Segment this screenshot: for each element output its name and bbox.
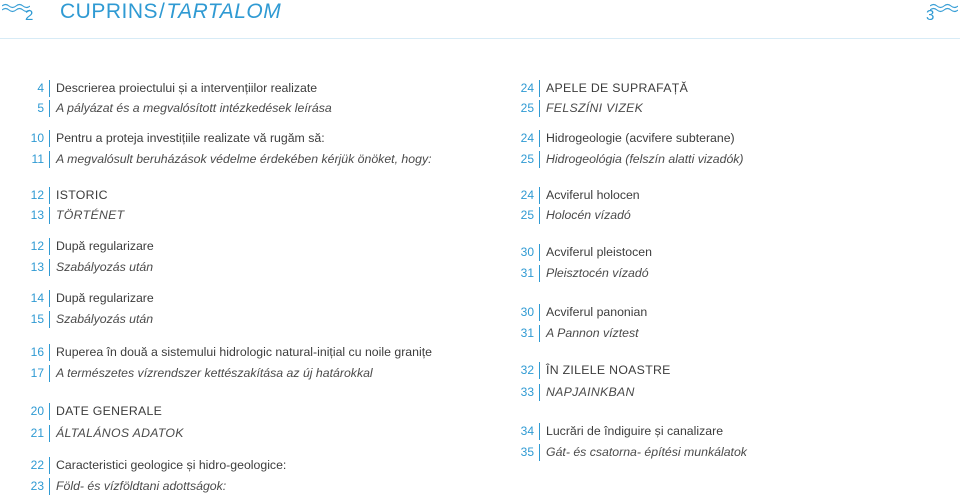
toc-entry-title: Lucrări de îndiguire și canalizare [546,424,724,438]
toc-entry[interactable] [494,443,747,461]
toc-entry-title: Descrierea proiectului și a intervențiilor realizate [56,81,318,95]
toc-page-number: 30 [494,304,540,321]
toc-page-number: 4 [4,80,50,97]
toc-entry-title: Acviferul panonian [546,305,648,319]
toc-entry[interactable] [494,99,643,117]
toc-entry-title: Hidrogeologie (acvifere subterane) [546,131,735,145]
toc-entry[interactable] [494,264,649,282]
header-divider [0,38,960,39]
toc-page-number: 25 [494,151,540,168]
toc-entry[interactable] [4,99,332,117]
right-page-number: 3 [926,7,935,24]
toc-page-number: 32 [494,362,540,379]
toc-entry[interactable] [494,422,723,440]
toc-entry[interactable] [4,186,108,204]
toc-entry-title: Pentru a proteja investițiile realizate vă rugăm să: [56,131,325,145]
toc-entry-title: A Pannon víztest [546,326,639,340]
toc-entry[interactable] [494,206,631,224]
toc-page-number: 24 [494,130,540,147]
toc-entry-title: NAPJAINKBAN [546,385,635,399]
toc-entry-title: După regularizare [56,239,154,253]
toc-entry-title: Holocén vízadó [546,208,631,222]
title-hungarian: TARTALOM [166,0,282,23]
toc-entry-title: Szabályozás után [56,312,154,326]
toc-page-number: 20 [4,403,50,420]
toc-entry[interactable] [494,383,635,401]
toc-entry[interactable] [494,150,744,168]
toc-page-number: 12 [4,238,50,255]
toc-page-number: 33 [494,384,540,401]
toc-entry[interactable] [4,402,162,420]
toc-page-number: 16 [4,344,50,361]
toc-entry-title: FELSZÍNI VIZEK [546,101,644,115]
toc-page-number: 11 [4,151,50,168]
toc-page-number: 31 [494,325,540,342]
toc-page-number: 14 [4,290,50,307]
toc-page-number: 24 [494,80,540,97]
toc-entry-title: Gát- és csatorna- építési munkálatok [546,445,747,459]
toc-entry[interactable] [4,79,317,97]
toc-page-number: 10 [4,130,50,147]
toc-entry[interactable] [4,477,226,495]
toc-page-number: 34 [494,423,540,440]
toc-entry[interactable] [4,150,432,168]
toc-page-number: 15 [4,311,50,328]
toc-entry-title: ÁLTALÁNOS ADATOK [56,426,184,440]
toc-entry-title: Acviferul holocen [546,188,640,202]
toc-entry[interactable] [4,258,153,276]
page-title [60,0,281,24]
toc-entry[interactable] [4,456,286,474]
toc-page-number: 31 [494,265,540,282]
toc-entry[interactable] [494,303,647,321]
toc-entry-title: ISTORIC [56,188,108,202]
toc-entry-title: Caracteristici geologice și hidro-geologice: [56,458,287,472]
toc-entry[interactable] [4,129,325,147]
toc-entry-title: DATE GENERALE [56,404,163,418]
toc-entry-title: A pályázat és a megvalósított intézkedések leírása [56,101,332,115]
toc-entry[interactable] [4,364,373,382]
toc-entry[interactable] [494,361,671,379]
toc-page-number: 21 [4,425,50,442]
toc-entry-title: A megvalósult beruházások védelme érdekében kérjük önöket, hogy: [56,152,432,166]
toc-entry-title: Acviferul pleistocen [546,245,652,259]
title-romanian: CUPRINS [60,0,159,23]
toc-entry-title: După regularizare [56,291,154,305]
toc-page-number: 12 [4,187,50,204]
toc-entry-title: Pleisztocén vízadó [546,266,649,280]
toc-entry[interactable] [4,206,124,224]
toc-page-number: 25 [494,100,540,117]
toc-page-number: 35 [494,444,540,461]
toc-entry[interactable] [4,237,154,255]
toc-page-number: 30 [494,244,540,261]
toc-entry[interactable] [494,186,640,204]
toc-page-number: 5 [4,100,50,117]
toc-entry[interactable] [4,310,153,328]
toc-entry-title: TÖRTÉNET [56,208,125,222]
left-page-number: 2 [25,7,34,24]
toc-entry-title: Föld- és vízföldtani adottságok: [56,479,227,493]
toc-entry-title: Szabályozás után [56,260,154,274]
toc-page-number: 25 [494,207,540,224]
toc-entry-title: APELE DE SUPRAFAȚĂ [546,81,689,95]
title-separator: / [159,0,166,23]
toc-entry[interactable] [494,79,688,97]
toc-page-number: 17 [4,365,50,382]
toc-entry[interactable] [4,424,184,442]
toc-page-number: 13 [4,207,50,224]
toc-entry-title: Ruperea în două a sistemului hidrologic natural-inițial cu noile granițe [56,345,432,359]
toc-entry[interactable] [494,324,639,342]
toc-entry-title: Hidrogeológia (felszín alatti vizadók) [546,152,744,166]
toc-entry[interactable] [4,343,432,361]
toc-entry[interactable] [494,129,735,147]
toc-entry-title: ÎN ZILELE NOASTRE [546,363,671,377]
toc-entry[interactable] [4,289,154,307]
toc-page-number: 13 [4,259,50,276]
toc-page-number: 23 [4,478,50,495]
toc-page-number: 24 [494,187,540,204]
toc-entry-title: A természetes vízrendszer kettészakítása az új határokkal [56,366,373,380]
toc-page-number: 22 [4,457,50,474]
toc-entry[interactable] [494,243,652,261]
